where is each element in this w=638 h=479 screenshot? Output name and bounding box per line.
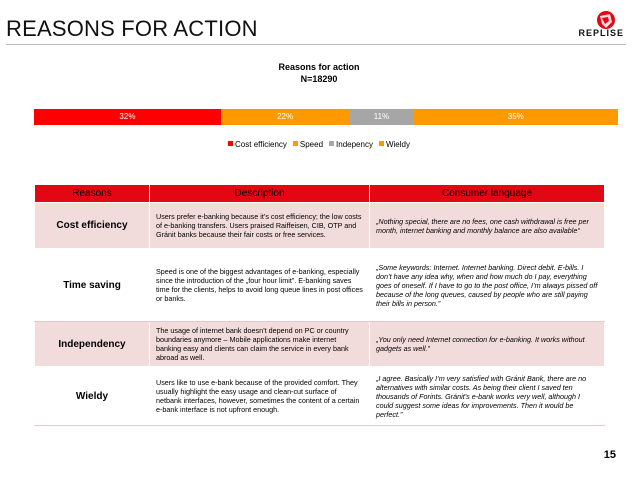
page-number: 15 bbox=[603, 449, 616, 461]
header-description: Description bbox=[150, 185, 370, 203]
stacked-bar bbox=[34, 109, 618, 125]
brand-logo bbox=[536, 8, 626, 44]
legend-item bbox=[293, 140, 323, 149]
legend-swatch bbox=[329, 141, 334, 146]
reason-description: The usage of internet bank doesn’t depend on PC or country boundaries anymore – Mobile applications make internet banking easy and clients can claim the service in every bank abroad as well. bbox=[150, 322, 370, 367]
bar-segment-label: 35% bbox=[507, 112, 524, 121]
reason-name: Time saving bbox=[35, 249, 150, 322]
reason-name: Cost efficiency bbox=[35, 203, 150, 249]
reason-description: Users prefer e-banking because it’s cost efficiency; the low costs of e-banking transfers. Users praised Raiffeisen, CIB, OTP and Gránit banks because their fair costs or free services. bbox=[150, 203, 370, 249]
bar-segment-speed bbox=[221, 109, 349, 125]
table-row bbox=[35, 203, 605, 249]
legend-label: Speed bbox=[299, 140, 324, 149]
reason-description: Users like to use e-bank because of the provided comfort. They usually highlight the easy usage and clean-cut surface of netbank interfaces, however, sometimes the content of a certain e-bank interface is not upfront enough. bbox=[150, 367, 370, 426]
chart-legend bbox=[0, 140, 638, 149]
consumer-quote: „I agree. Basically I’m very satisfied with Gránit Bank, there are no alternatives with similar costs. As being their client I saved ten thousands of Forints. Gránit’s e-bank works very well, although I could suggest some ideas for improvements. Then it would be perfect.” bbox=[370, 367, 605, 426]
legend-swatch bbox=[293, 141, 298, 146]
consumer-quote: „You only need Internet connection for e-banking. It works without gadgets as well.” bbox=[370, 322, 605, 367]
table-row bbox=[35, 249, 605, 322]
legend-label: Wieldy bbox=[385, 140, 410, 149]
legend-swatch bbox=[228, 141, 233, 146]
header-consumer-language: Consumer language bbox=[370, 185, 605, 203]
reason-name: Independency bbox=[35, 322, 150, 367]
consumer-quote: „Some keywords: Internet. Internet banking. Direct debit. E-bills. I don’t have any idea why, when and how much do I pay, everything goes of oneself. If I have to go to the post office, I’m always pissed off because of the long queues, caused by people who are still paying their bills in person.” bbox=[370, 249, 605, 322]
reason-description: Speed is one of the biggest advantages of e-banking, especially since the introduction of the „four hour limit”. E-banking saves time for the clients, helps to avoid long queue lines in post offices or banks. bbox=[150, 249, 370, 322]
bar-segment-label: 11% bbox=[373, 112, 390, 121]
header-reasons: Reasons bbox=[35, 185, 150, 203]
page-title: REASONS FOR ACTION bbox=[6, 16, 258, 41]
chart-title-block bbox=[0, 61, 638, 85]
logo-mark-icon bbox=[597, 11, 615, 29]
bar-segment-wieldy bbox=[414, 109, 618, 125]
table-row bbox=[35, 322, 605, 367]
legend-item bbox=[329, 140, 373, 149]
bar-segment-indepency bbox=[349, 109, 413, 125]
chart-subtitle: N=18290 bbox=[300, 74, 338, 84]
reason-name: Wieldy bbox=[35, 367, 150, 426]
table-row bbox=[35, 367, 605, 426]
legend-item bbox=[379, 140, 410, 149]
legend-label: Cost efficiency bbox=[235, 140, 287, 149]
legend-label: Indepency bbox=[336, 140, 373, 149]
legend-swatch bbox=[379, 141, 384, 146]
chart-title: Reasons for action bbox=[278, 62, 360, 72]
bar-segment-label: 22% bbox=[277, 112, 294, 121]
bar-segment-cost-efficiency bbox=[34, 109, 221, 125]
reasons-table bbox=[34, 184, 605, 426]
bar-segment-label: 32% bbox=[119, 112, 136, 121]
legend-item bbox=[228, 140, 287, 149]
table-header-row bbox=[35, 185, 605, 203]
header-divider bbox=[6, 44, 626, 45]
brand-name: REPLISE bbox=[578, 28, 624, 38]
consumer-quote: „Nothing special, there are no fees, one cash withdrawal is free per month, internet banking and monthly balance are also available“ bbox=[370, 203, 605, 249]
